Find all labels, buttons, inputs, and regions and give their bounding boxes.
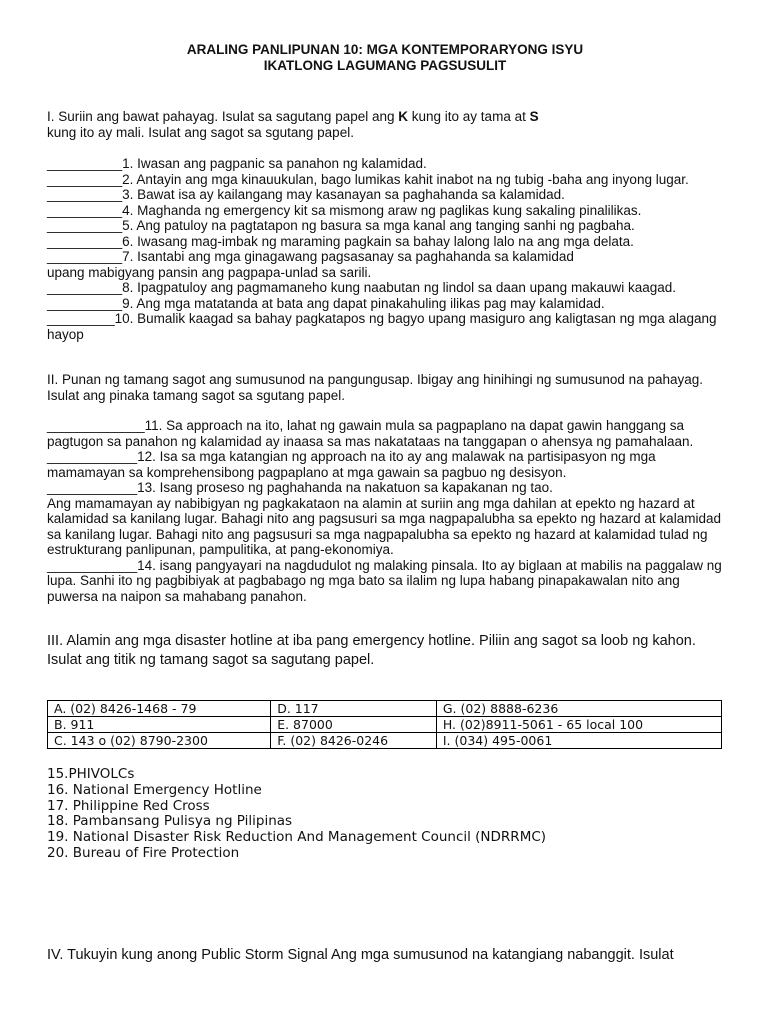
table-cell: B. 911: [48, 717, 271, 733]
table-cell: G. (02) 8888-6236: [436, 701, 721, 717]
hotline-table: [47, 700, 722, 749]
list-item: 18. Pambansang Pulisya ng Pilipinas: [47, 813, 293, 830]
worksheet-title: [47, 42, 723, 74]
title-line-2: IKATLONG LAGUMANG PAGSUSULIT: [263, 58, 507, 73]
part2-items: [47, 418, 726, 604]
list-item: __________7. Isantabi ang mga ginagawang pagsasanay sa paghahanda sa kalamidad upang mabigyang pansin ang pagpapa-unlad sa sarili.: [47, 249, 574, 280]
list-item: __________5. Ang patuloy na pagtatapon ng basura sa mga kanal ang tanging sanhi ng pagbaha.: [47, 218, 635, 233]
table-row: [48, 733, 722, 749]
list-item: __________3. Bawat isa ay kailangang may kasanayan sa paghahanda sa kalamidad.: [47, 187, 565, 202]
table-cell: H. (02)8911-5061 - 65 local 100: [436, 717, 721, 733]
table-row: [48, 717, 722, 733]
list-item: _________10. Bumalik kaagad sa bahay pagkatapos ng bagyo upang masiguro ang kaligtasan ng mga alagang hayop: [47, 311, 721, 342]
table-cell: E. 87000: [271, 717, 437, 733]
title-line-1: ARALING PANLIPUNAN 10: MGA KONTEMPORARYONG ISYU: [186, 42, 584, 57]
list-item: 16. National Emergency Hotline: [47, 781, 262, 798]
list-item: ____________14. isang pangyayari na nagdudulot ng malaking pinsala. Ito ay biglaan at mabilis na paggalaw ng lupa. Sanhi ito ng pagbibiyak at pagbabago ng mga bato sa ilalim ng lupa habang pinapakawalan nito ang puwersa na naipon sa mahabang panahon.: [47, 557, 726, 604]
list-item: 19. National Disaster Risk Reduction And Management Council (NDRRMC): [47, 829, 547, 846]
list-item: __________9. Ang mga matatanda at bata ang dapat pinakahuling ilikas pag may kalamidad.: [47, 295, 605, 311]
part3-instructions: III. Alamin ang mga disaster hotline at iba pang emergency hotline. Piliin ang sagot sa loob ng kahon. Isulat ang titik ng tamang sagot sa sagutang papel.: [47, 633, 696, 668]
table-cell: F. (02) 8426-0246: [271, 733, 437, 749]
list-item: 15.PHIVOLCs: [47, 766, 135, 782]
list-item: __________1. Iwasan ang pagpanic sa panahon ng kalamidad.: [47, 156, 427, 171]
list-item: __________2. Antayin ang mga kinauukulan, bago lumikas kahit inabot na ng tubig -baha ang inyong lugar.: [47, 171, 689, 187]
table-cell: A. (02) 8426-1468 - 79: [48, 701, 271, 717]
table-cell: D. 117: [271, 701, 437, 717]
part1-items: [47, 156, 723, 342]
list-item: ____________13. Isang proseso ng paghahanda na nakatuon sa kapakanan ng tao. Ang mamamayan ay nabibigyan ng pagkakataon na alamin at suriin ang mga dahilan at epekto ng hazard at kalamidad sa kanilang lugar. Bahagi nito ang pagsusuri sa mga nagpapalubha sa epekto ng hazard at kalamidad sa kanilang lugar. Bahagi nito ang pagsusuri sa mga nagpapalubha sa epekto ng hazard at kalamidad tulad ng estrukturang panlipunan, pampulitika, at pang-ekonomiya.: [47, 480, 721, 557]
list-item: __________6. Iwasang mag-imbak ng maraming pagkain sa bahay lalong lalo na ang mga delata.: [47, 233, 634, 249]
part2-instructions: II. Punan ng tamang sagot ang sumusunod na pangungusap. Ibigay ang hinihingi ng sumusunod na pahayag. Isulat ang pinaka tamang sagot sa sgutang papel.: [47, 372, 703, 403]
table-row: [48, 701, 722, 717]
list-item: ____________12. Isa sa mga katangian ng approach na ito ay ang malawak na partisipasyon ng mga mamamayan sa komprehensibong pagpaplano at mga gawain sa pagbuo ng desisyon.: [47, 449, 660, 480]
list-item: __________4. Maghanda ng emergency kit sa mismong araw ng paglikas kung sakaling pinalilikas.: [47, 202, 642, 218]
part3-items: [47, 767, 546, 862]
table-cell: C. 143 o (02) 8790-2300: [48, 733, 271, 749]
list-item: _____________11. Sa approach na ito, lahat ng gawain mula sa pagpaplano na dapat gawin hanggang sa pagtugon sa panahon ng kalamidad ay inaasa sa mas nakatataas na tanggapan o ahensya ng pamahalaan.: [47, 418, 694, 449]
table-cell: I. (034) 495-0061: [436, 733, 721, 749]
part4-instructions: IV. Tukuyin kung anong Public Storm Signal Ang mga sumusunod na katangiang nabanggit. Isulat: [47, 947, 674, 963]
list-item: 20. Bureau of Fire Protection: [47, 844, 240, 861]
part1-instructions: I. Suriin ang bawat pahayag. Isulat sa sagutang papel ang K kung ito ay tama at S kung ito ay mali. Isulat ang sagot sa sgutang papel.: [47, 109, 539, 140]
list-item: 17. Philippine Red Cross: [47, 797, 210, 814]
list-item: __________8. Ipagpatuloy ang pagmamaneho kung naabutan ng lindol sa daan upang makauwi kaagad.: [47, 280, 677, 295]
